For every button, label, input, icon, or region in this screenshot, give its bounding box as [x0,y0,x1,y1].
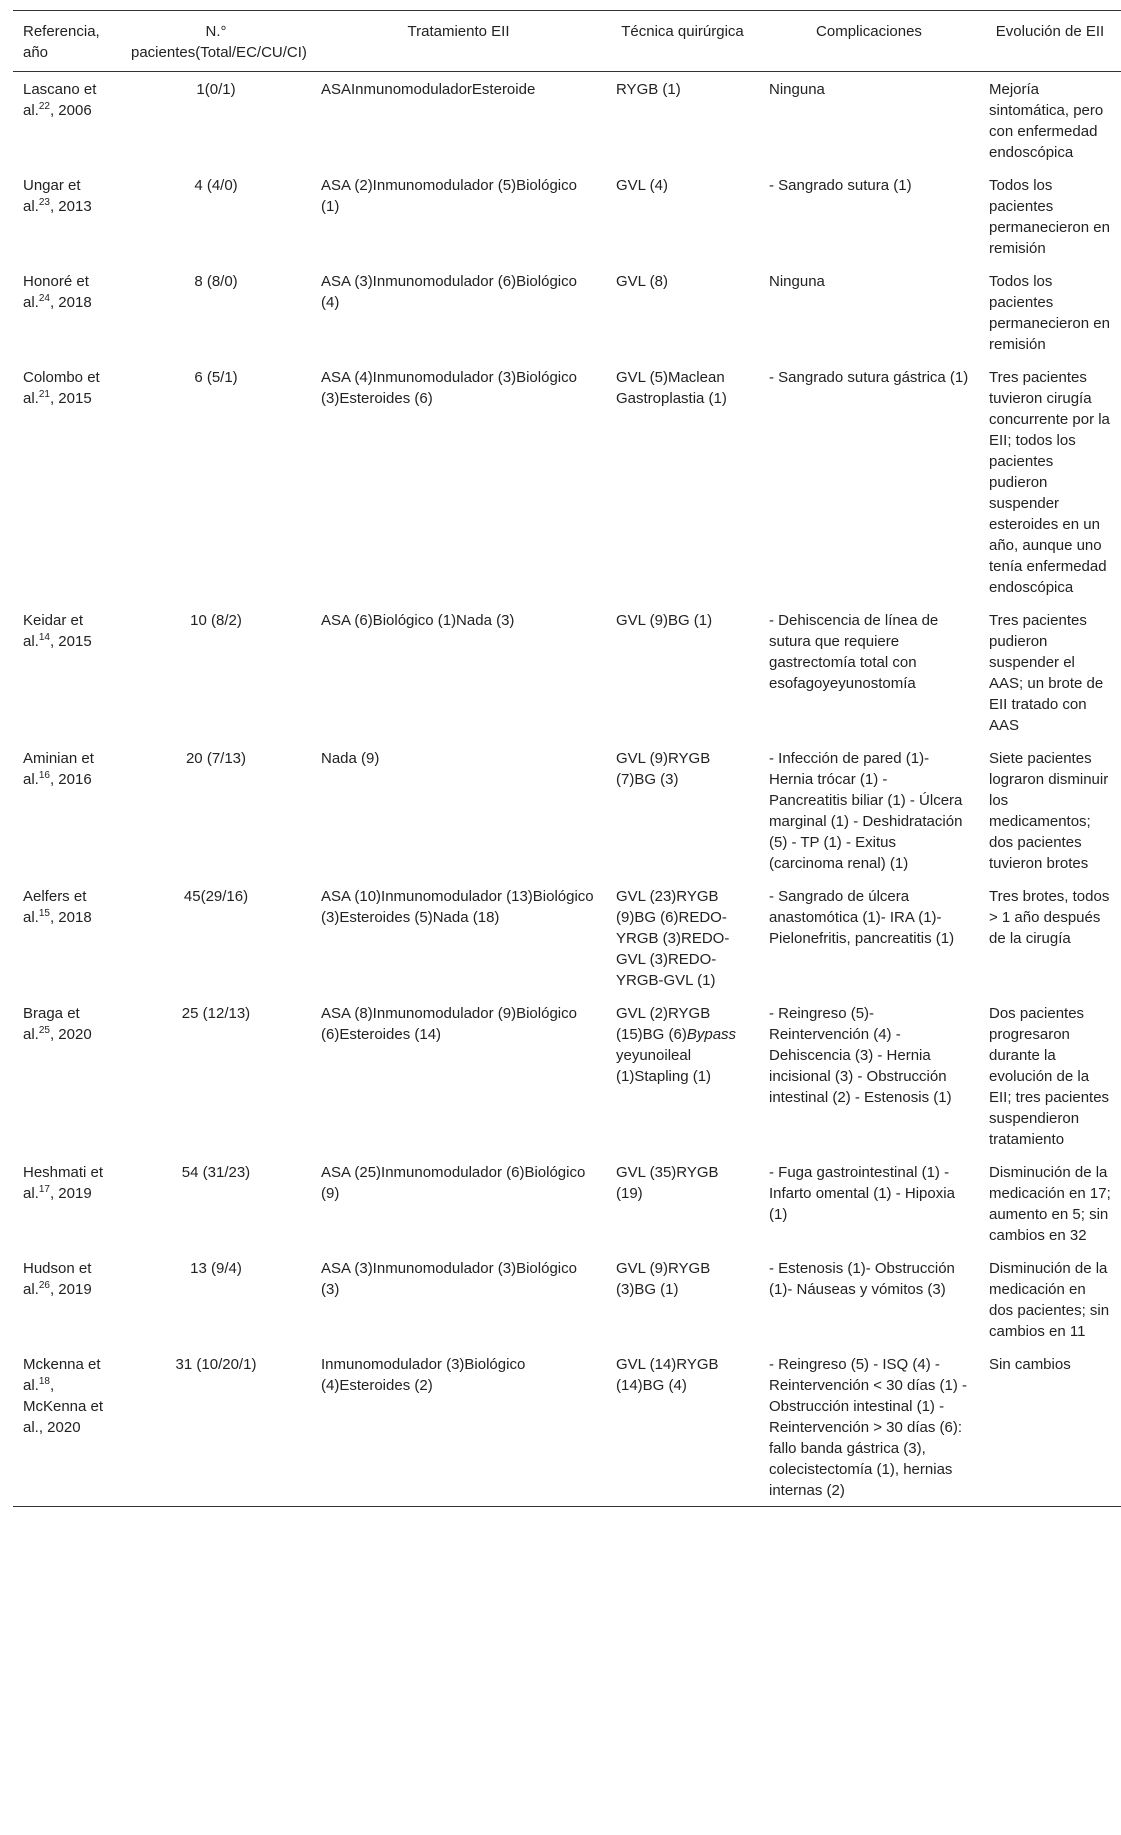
cell-tecnica: GVL (4) [616,177,668,194]
cell-tratamiento: Nada (9) [321,750,380,767]
cell-referencia: Hudson et al.$^{26}$, 2019 [23,1260,92,1298]
cell-pacientes: 54 (31/23) [181,1164,251,1181]
cell-tecnica: GVL (9)RYGB (3)BG (1) [616,1260,711,1298]
table-row [13,264,1121,360]
cell-pacientes: 25 (12/13) [181,1005,251,1022]
cell-tratamiento: Inmunomodulador (3)Biológico (4)Esteroides (2) [321,1356,526,1394]
cell-pacientes: 20 (7/13) [185,750,247,767]
cell-complicaciones: Ninguna [769,273,825,290]
cell-tecnica: GVL (9)RYGB (7)BG (3) [616,750,711,788]
cell-evolucion: Mejoría sintomática, pero con enfermedad endoscópica [989,81,1104,161]
cell-tratamiento: ASA (10)Inmunomodulador (13)Biológico (3)Esteroides (5)Nada (18) [321,888,594,926]
cell-pacientes: 31 (10/20/1) [175,1356,257,1373]
cell-pacientes: 13 (9/4) [190,1260,242,1277]
cell-complicaciones: - Dehiscencia de línea de sutura que requiere gastrectomía total con esofagoyeyunostomía [769,612,939,692]
cell-evolucion: Tres brotes, todos > 1 año después de la cirugía [989,888,1110,947]
cell-tratamiento: ASA (2)Inmunomodulador (5)Biológico (1) [321,177,577,215]
cell-evolucion: Siete pacientes lograron disminuir los medicamentos; dos pacientes tuvieron brotes [989,750,1109,872]
cell-tecnica: GVL (14)RYGB (14)BG (4) [616,1356,719,1394]
cell-complicaciones: - Estenosis (1)- Obstrucción (1)- Náuseas y vómitos (3) [769,1260,955,1298]
reference-superscript: 23 [38,197,50,208]
cell-referencia: Heshmati et al.$^{17}$, 2019 [23,1164,104,1202]
cell-tratamiento: ASA (4)Inmunomodulador (3)Biológico (3)Esteroides (6) [321,369,577,407]
cell-tratamiento: ASA (3)Inmunomodulador (6)Biológico (4) [321,273,577,311]
cell-complicaciones: - Sangrado sutura (1) [769,177,912,194]
cell-referencia: Aminian et al.$^{16}$, 2016 [23,750,94,788]
reference-superscript: 21 [38,389,50,400]
cell-tratamiento: ASA (8)Inmunomodulador (9)Biológico (6)Esteroides (14) [321,1005,577,1043]
cell-tecnica: GVL (8) [616,273,668,290]
table-row [13,1251,1121,1347]
header-row [13,11,1121,72]
cell-complicaciones: - Infección de pared (1)- Hernia trócar (1) - Pancreatitis biliar (1) - Úlcera marginal (1) - Deshidratación (5) - TP (1) - Exitus (carcinoma renal) (1) [769,750,963,872]
cell-referencia: Colombo et al.$^{21}$, 2015 [23,369,100,407]
cell-tratamiento: ASA (3)Inmunomodulador (3)Biológico (3) [321,1260,577,1298]
cell-evolucion: Sin cambios [989,1356,1071,1373]
header-referencia: Referencia, año [23,23,100,61]
cell-tecnica: RYGB (1) [616,81,681,98]
header-tratamiento: Tratamiento EII [407,23,510,40]
table-row [13,996,1121,1155]
cell-referencia: Aelfers et al.$^{15}$, 2018 [23,888,92,926]
cell-pacientes: 10 (8/2) [190,612,242,629]
cell-complicaciones: - Reingreso (5) - ISQ (4) - Reintervención < 30 días (1) - Obstrucción intestinal (1) - Reintervención > 30 días (6): fallo banda gástrica (3), colecistectomía (1), hernias internas (2) [769,1356,968,1499]
cell-referencia: Honoré et al.$^{24}$, 2018 [23,273,92,311]
table-row [13,1155,1121,1251]
cell-evolucion: Disminución de la medicación en 17; aumento en 5; sin cambios en 32 [989,1164,1111,1244]
cell-complicaciones: - Sangrado de úlcera anastomótica (1)- IRA (1)- Pielonefritis, pancreatitis (1) [769,888,955,947]
cell-tecnica: GVL (2)RYGB (15)BG (6)Bypass yeyunoileal (1)Stapling (1) [616,1005,737,1085]
table-row [13,72,1121,169]
cell-complicaciones: - Fuga gastrointestinal (1) - Infarto omental (1) - Hipoxia (1) [769,1164,955,1223]
header-evolucion: Evolución de EII [995,23,1105,40]
cell-evolucion: Dos pacientes progresaron durante la evolución de la EII; tres pacientes suspendieron tratamiento [989,1005,1110,1148]
cell-complicaciones: Ninguna [769,81,825,98]
cell-tratamiento: ASA (6)Biológico (1)Nada (3) [321,612,515,629]
cell-pacientes: 1(0/1) [196,81,236,98]
table-row [13,1347,1121,1507]
table-row [13,879,1121,996]
table-row [13,603,1121,741]
cell-tecnica: GVL (5)Maclean Gastroplastia (1) [616,369,727,407]
reference-superscript: 22 [38,101,50,112]
table-row [13,741,1121,879]
table-header [13,11,1121,72]
reference-superscript: 15 [38,908,50,919]
header-complicaciones: Complicaciones [816,23,922,40]
reference-superscript: 24 [38,293,50,304]
header-tecnica: Técnica quirúrgica [621,23,744,40]
cell-tecnica: GVL (9)BG (1) [616,612,713,629]
cell-evolucion: Todos los pacientes permanecieron en remisión [989,177,1110,257]
bypass-italic: Bypass [686,1026,737,1043]
table-container [13,10,1111,1507]
cell-evolucion: Todos los pacientes permanecieron en remisión [989,273,1110,353]
reference-superscript: 14 [38,632,50,643]
reference-superscript: 16 [38,770,50,781]
studies-table [13,10,1121,1507]
cell-pacientes: 6 (5/1) [194,369,238,386]
cell-referencia: Ungar et al.$^{23}$, 2013 [23,177,92,215]
cell-referencia: Mckenna et al.$^{18}$, McKenna et al., 2020 [23,1356,104,1436]
reference-superscript: 25 [38,1025,50,1036]
reference-superscript: 17 [38,1184,50,1195]
cell-pacientes: 8 (8/0) [194,273,238,290]
reference-superscript: 18 [38,1376,50,1387]
cell-complicaciones: - Sangrado sutura gástrica (1) [769,369,969,386]
reference-superscript: 26 [38,1280,50,1291]
table-body [13,72,1121,1507]
cell-pacientes: 4 (4/0) [194,177,238,194]
header-pacientes: N.° pacientes(Total/EC/CU/CI) [131,23,307,61]
cell-tecnica: GVL (23)RYGB (9)BG (6)REDO-YRGB (3)REDO-GVL (3)REDO-YRGB-GVL (1) [616,888,730,989]
cell-referencia: Keidar et al.$^{14}$, 2015 [23,612,92,650]
table-row [13,168,1121,264]
cell-tecnica: GVL (35)RYGB (19) [616,1164,719,1202]
table-row [13,360,1121,603]
cell-referencia: Braga et al.$^{25}$, 2020 [23,1005,92,1043]
cell-complicaciones: - Reingreso (5)- Reintervención (4) - Dehiscencia (3) - Hernia incisional (3) - Obstrucción intestinal (2) - Estenosis (1) [769,1005,952,1106]
cell-evolucion: Disminución de la medicación en dos pacientes; sin cambios en 11 [989,1260,1110,1340]
cell-pacientes: 45(29/16) [183,888,249,905]
cell-tratamiento: ASA (25)Inmunomodulador (6)Biológico (9) [321,1164,586,1202]
cell-evolucion: Tres pacientes tuvieron cirugía concurrente por la EII; todos los pacientes pudieron suspender esteroides en un año, aunque uno tenía enfermedad endoscópica [989,369,1110,596]
cell-evolucion: Tres pacientes pudieron suspender el AAS; un brote de EII tratado con AAS [989,612,1104,734]
cell-tratamiento: ASAInmunomoduladorEsteroide [321,81,536,98]
cell-referencia: Lascano et al.$^{22}$, 2006 [23,81,97,119]
